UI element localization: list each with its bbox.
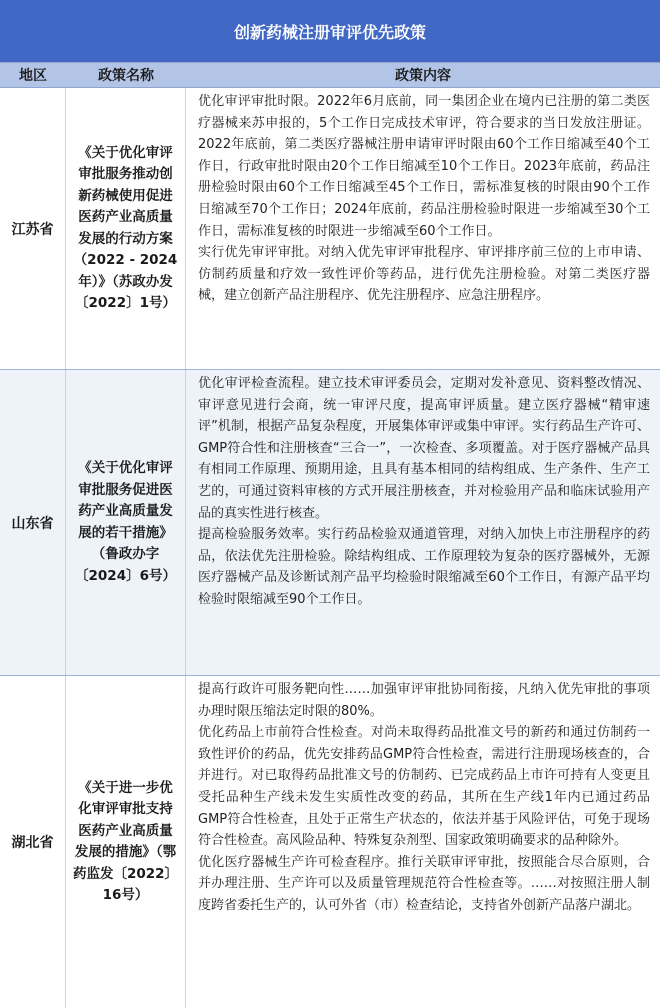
table-row-hubei xyxy=(0,676,660,1008)
region-cell: 山东省 xyxy=(0,370,66,675)
policy-paragraph: 实行优先审评审批。对纳入优先审评审批程序、审评排序前三位的上市申请、仿制药质量和疗效一致性评价等药品，进行优先注册检验。对第二类医疗器械，建立创新产品注册程序、优先注册程序、应急注册程序。 xyxy=(198,245,650,304)
policy-paragraph: 提高行政许可服务靶向性……加强审评审批协同衔接，凡纳入优先审批的事项办理时限压缩法定时限的80%。 xyxy=(198,682,650,719)
region-cell: 江苏省 xyxy=(0,88,66,369)
policy-content-cell xyxy=(186,88,660,369)
header-policy-content: 政策内容 xyxy=(395,68,451,84)
policy-paragraph: 优化药品上市前符合性检查。对尚未取得药品批准文号的新药和通过仿制药一致性评价的药品，优先安排药品GMP符合性检查，需进行注册现场核查的，合并进行。对已取得药品批准文号的仿制药、已完成药品上市许可持有人变更且受托品种生产线未发生实质性改变的药品，其所在生产线1年内已通过药品GMP符合性检查，且处于正常生产状态的，依法并基于风险评估，可免于现场符合性检查。高风险品种、特殊复杂剂型、国家政策明确要求的品种除外。 xyxy=(198,725,650,849)
header-region: 地区 xyxy=(19,68,47,84)
policy-content-cell xyxy=(186,676,660,1008)
table-row-jiangsu xyxy=(0,88,660,370)
policy-paragraph: 优化审评审批时限。2022年6月底前，同一集团企业在境内已注册的第二类医疗器械来苏申报的，5个工作日完成技术审评，符合要求的当日发放注册证。2022年底前，第二类医疗器械注册申请审评时限由60个工作日缩减至40个工作日，行政审批时限由20个工作日缩减至10个工作日。2023年底前，药品注册检验时限由60个工作日缩减至45个工作日，需标准复核的时限由90个工作日缩减至70个工作日；2024年底前，药品注册检验时限进一步缩减至30个工作日，需标准复核的时限进一步缩减至60个工作日。 xyxy=(198,94,650,239)
table-title: 创新药械注册审评优先政策 xyxy=(0,0,660,62)
table-row-shandong xyxy=(0,370,660,676)
policy-paragraph: 优化医疗器械生产许可检查程序。推行关联审评审批，按照能合尽合原则，合并办理注册、生产许可以及质量管理规范符合性检查等。……对按照注册人制度跨省委托生产的，认可外省（市）检查结论，支持省外创新产品落户湖北。 xyxy=(198,854,650,913)
policy-paragraph: 优化审评检查流程。建立技术审评委员会，定期对发补意见、资料整改情况、审评意见进行会商，统一审评尺度，提高审评质量。建立医疗器械“精审速评”机制，根据产品复杂程度，开展集体审评或集中审评。实行药品生产许可、GMP符合性和注册核查“三合一”，一次检查、多项覆盖。对于医疗器械产品具有相同工作原理、预期用途，且具有基本相同的结构组成、生产条件、生产工艺的，可通过资料审核的方式开展注册核查，并对检验用产品和临床试验用产品的真实性进行核查。 xyxy=(198,376,650,521)
policy-paragraph: 提高检验服务效率。实行药品检验双通道管理，对纳入加快上市注册程序的药品，依法优先注册检验。除结构组成、工作原理较为复杂的医疗器械外，无源医疗器械产品及诊断试剂产品平均检验时限缩减至60个工作日，有源产品平均检验时限缩减至90个工作日。 xyxy=(198,527,650,607)
policy-name-cell: 《关于进一步优化审评审批支持医药产业高质量发展的措施》（鄂药监发〔2022〕16号） xyxy=(66,676,186,1008)
table-header-row xyxy=(0,62,660,88)
policy-content-cell xyxy=(186,370,660,675)
region-cell: 湖北省 xyxy=(0,676,66,1008)
policy-name-cell: 《关于优化审评审批服务推动创新药械使用促进医药产业高质量发展的行动方案（2022 - 2024年）》（苏政办发〔2022〕1号） xyxy=(66,88,186,369)
policy-name-cell: 《关于优化审评审批服务促进医药产业高质量发展的若干措施》（鲁政办字〔2024〕6号） xyxy=(66,370,186,675)
header-policy-name: 政策名称 xyxy=(98,68,154,84)
